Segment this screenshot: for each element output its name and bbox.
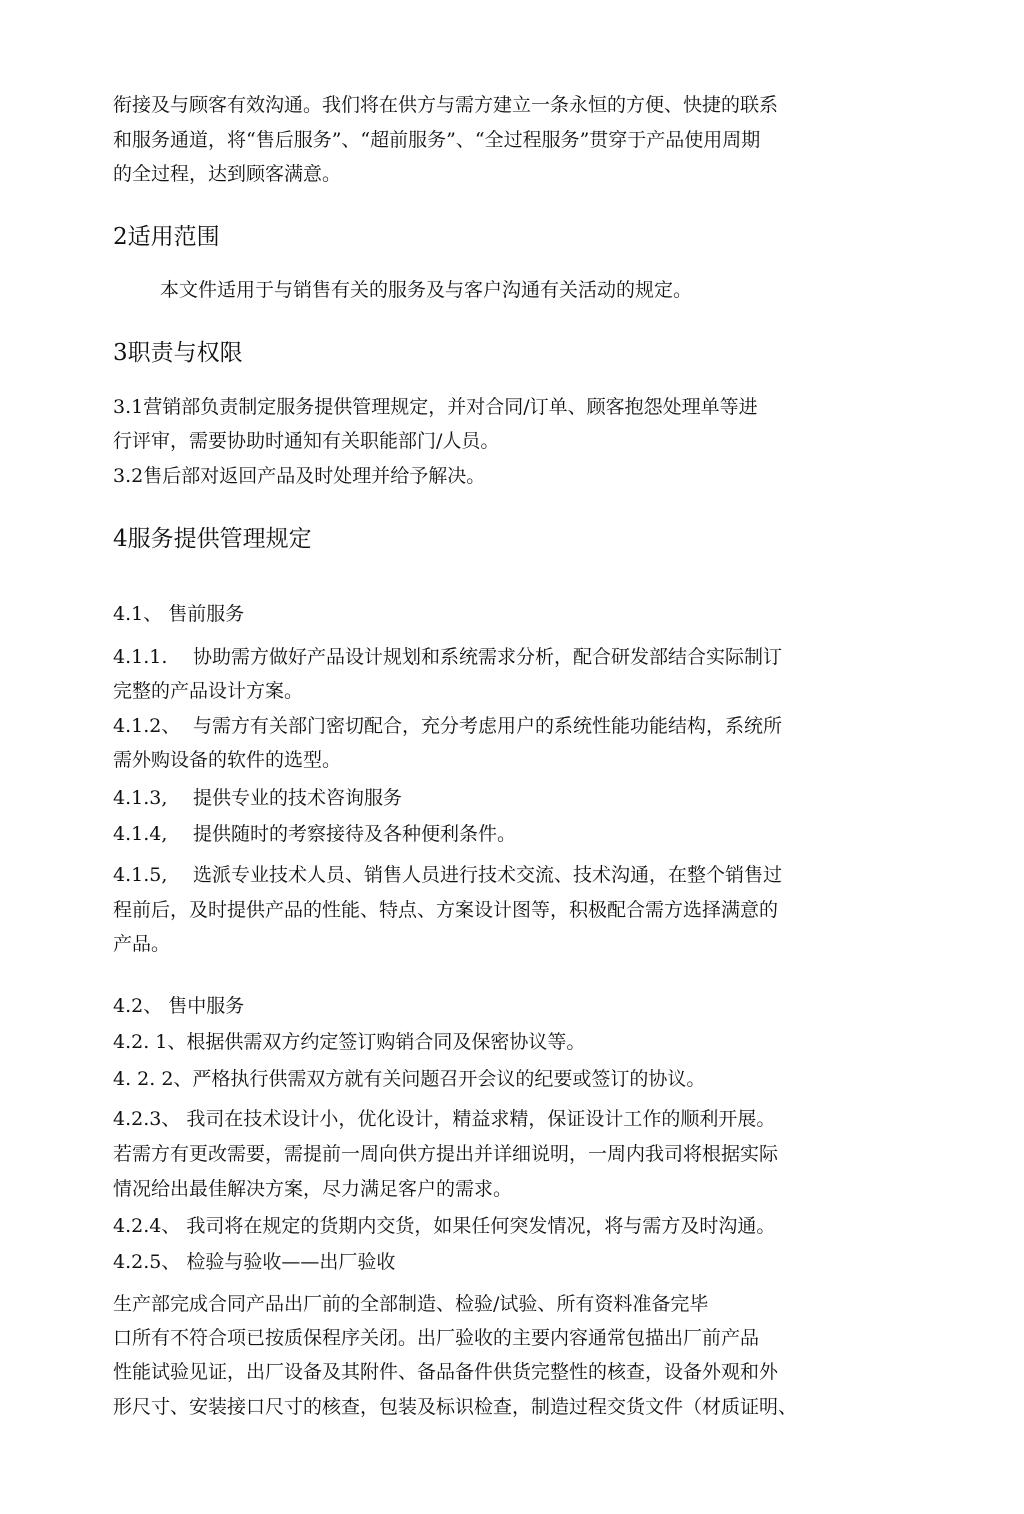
intro-line: 衔接及与顾客有效沟通。我们将在供方与需方建立一条永恒的方便、快捷的联系 (113, 94, 779, 116)
item-text: 产品。 (113, 933, 171, 955)
section-2-heading: 2适用范围 (113, 224, 220, 250)
insale-line: 形尺寸、安装接口尺寸的核查，包装及标识检查，制造过程交货文件（材质证明、 (113, 1396, 798, 1418)
item-text: 程前后，及时提供产品的性能、特点、方案设计图等，积极配合需方选择满意的 (113, 899, 779, 921)
insale-line: 4. 2. 2、严格执行供需双方就有关问题召开会议的纪要或签订的协议。 (113, 1068, 706, 1090)
item-text: 提供随时的考察接待及各种便利条件。 (193, 823, 517, 845)
presale-title: 4.1、 售前服务 (113, 603, 245, 625)
item-number: 4.1.4, (113, 823, 168, 845)
item-text: 需外购设备的软件的选型。 (113, 749, 342, 771)
section-4-heading: 4服务提供管理规定 (113, 526, 312, 552)
insale-line: 生产部完成合同产品出厂前的全部制造、检验/试验、所有资料准备完毕 (113, 1293, 709, 1315)
list-item (113, 821, 516, 847)
section-3-line: 3.1营销部负责制定服务提供管理规定，并对合同/订单、顾客抱怨处理单等进 (113, 396, 758, 418)
list-item (113, 785, 402, 811)
item-number: 4.1.1. (113, 646, 168, 668)
list-item (113, 897, 778, 923)
item-number: 4.1.3, (113, 787, 168, 809)
section-3-heading: 3职责与权限 (113, 340, 243, 366)
insale-line: 4.2. 1、根据供需双方约定签订购销合同及保密协议等。 (113, 1031, 586, 1053)
list-item (113, 644, 782, 670)
insale-line: 若需方有更改需要，需提前一周向供方提出并详细说明，一周内我司将根据实际 (113, 1143, 779, 1165)
insale-title: 4.2、 售中服务 (113, 995, 245, 1017)
list-item (113, 678, 303, 704)
item-text: 与需方有关部门密切配合，充分考虑用户的系统性能功能结构，系统所 (193, 715, 783, 737)
item-number: 4.1.2、 (113, 715, 181, 737)
item-text: 提供专业的技术咨询服务 (193, 787, 403, 809)
insale-line: 4.2.4、 我司将在规定的货期内交货，如果任何突发情况，将与需方及时沟通。 (113, 1215, 776, 1237)
insale-line: 4.2.3、 我司在技术设计小，优化设计，精益求精，保证设计工作的顺利开展。 (113, 1108, 776, 1130)
insale-line: 性能试验见证，出厂设备及其附件、备品备件供货完整性的核查，设备外观和外 (113, 1361, 779, 1383)
list-item (113, 862, 782, 888)
section-3-line: 行评审，需要协助时通知有关职能部门/人员。 (113, 430, 500, 452)
list-item (113, 747, 341, 773)
list-item (113, 931, 170, 957)
item-text: 选派专业技术人员、销售人员进行技术交流、技术沟通，在整个销售过 (193, 864, 783, 886)
insale-line: 4.2.5、 检验与验收——出厂验收 (113, 1251, 396, 1273)
section-2-body: 本文件适用于与销售有关的服务及与客户沟通有关活动的规定。 (160, 279, 693, 301)
item-text: 协助需方做好产品设计规划和系统需求分析，配合研发部结合实际制订 (193, 646, 783, 668)
insale-line: 情况给出最佳解决方案，尽力满足客户的需求。 (113, 1178, 513, 1200)
insale-line: 口所有不符合项已按质保程序关闭。出厂验收的主要内容通常包描出厂前产品 (113, 1327, 760, 1349)
section-3-line: 3.2售后部对返回产品及时处理并给予解决。 (113, 465, 486, 487)
item-text: 完整的产品设计方案。 (113, 680, 304, 702)
intro-line: 和服务通道，将“售后服务”、“超前服务”、“全过程服务”贯穿于产品使用周期 (113, 129, 761, 151)
intro-line: 的全过程，达到顾客满意。 (113, 163, 342, 185)
item-number: 4.1.5, (113, 864, 168, 886)
list-item (113, 713, 782, 739)
